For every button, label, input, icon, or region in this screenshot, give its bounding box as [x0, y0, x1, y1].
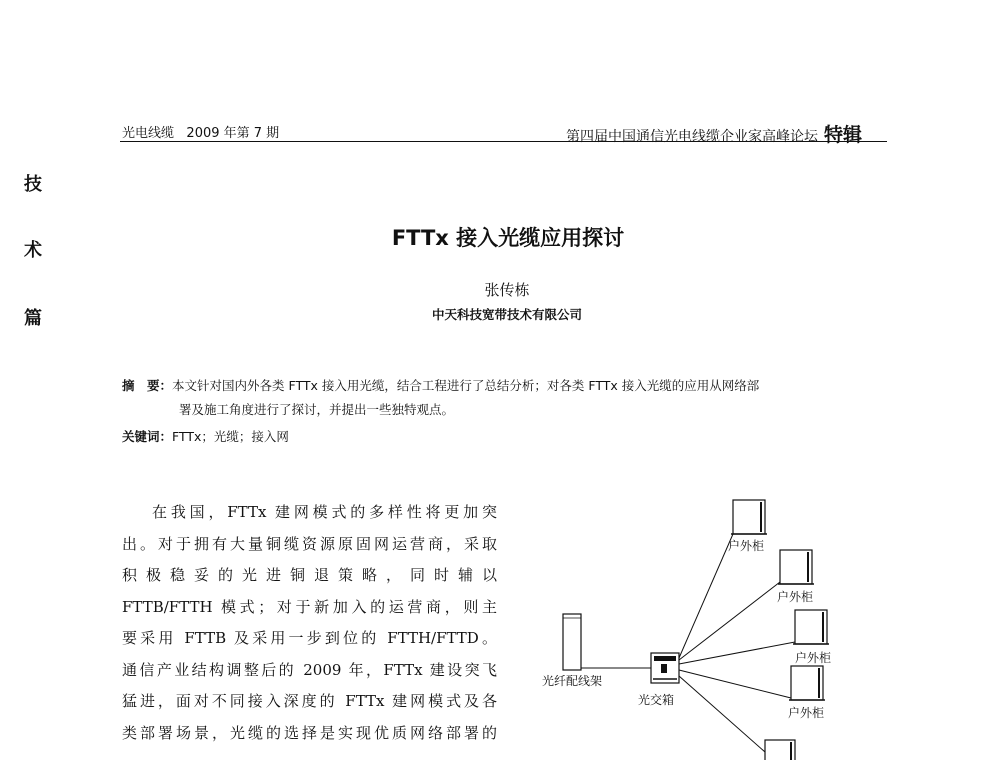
branch-cable — [679, 670, 791, 698]
abstract — [122, 374, 892, 422]
body-line: 通信产业结构调整后的 2009 年，FTTx 建设突飞 — [122, 660, 497, 679]
cabinet-label: 户外柜 — [777, 590, 814, 604]
body-line: 在我国，FTTx 建网模式的多样性将更加突 — [152, 503, 497, 521]
branch-cable — [679, 642, 795, 664]
forum-name: 第四届中国通信光电线缆企业家高峰论坛 — [566, 129, 818, 145]
outdoor-cabinet-icon — [793, 610, 829, 644]
cabinet-label: 户外柜 — [795, 651, 832, 665]
cross-connect-box-label: 光交箱 — [638, 693, 675, 707]
section-name: 特辑 — [824, 124, 863, 146]
outdoor-cabinet-icon — [789, 666, 825, 700]
abstract-line-2: 署及施工角度进行了探讨，并提出一些独特观点。 — [179, 402, 455, 417]
odf-rack-icon — [563, 614, 581, 670]
running-header-right — [566, 120, 862, 147]
keywords-text: FTTx；光缆；接入网 — [172, 429, 289, 444]
journal-name: 光电线缆 — [122, 126, 175, 141]
body-line: 猛进，面对不同接入深度的 FTTx 建网模式及各 — [122, 692, 497, 710]
side-label-char-1: 技 — [24, 174, 42, 195]
side-label-char-3: 篇 — [24, 308, 42, 329]
keywords-label: 关键词： — [122, 429, 173, 444]
side-label-char-2: 术 — [24, 240, 42, 261]
body-text — [122, 497, 497, 749]
abstract-line-1: 本文针对国内外各类 FTTx 接入用光缆，结合工程进行了总结分析；对各类 FTTx 接入光缆的应用从网络部 — [172, 378, 760, 393]
outdoor-cabinet-icon — [731, 500, 767, 534]
network-diagram — [525, 490, 845, 760]
body-line: 要采用 FTTB 及采用一步到位的 FTTH/FTTD。 — [122, 629, 497, 647]
abstract-label: 摘 要： — [122, 378, 173, 393]
paper-title: FTTx 接入光缆应用探讨 — [391, 226, 625, 250]
body-line: 类部署场景，光缆的选择是实现优质网络部署的 — [122, 723, 497, 742]
outdoor-cabinet-icon — [778, 550, 814, 584]
branch-cable — [679, 676, 765, 752]
outdoor-cabinet-icon — [765, 740, 795, 760]
cabinet-label: 户外柜 — [728, 539, 765, 553]
branch-cable — [679, 582, 780, 660]
cross-connect-box-icon — [651, 653, 679, 683]
odf-label: 光纤配线架 — [542, 674, 603, 688]
body-line: 出。对于拥有大量铜缆资源原固网运营商，采取 — [122, 534, 497, 553]
body-line: 积 极 稳 妥 的 光 进 铜 退 策 略 ， 同 时 辅 以 — [122, 566, 497, 584]
cabinet-label: 户外柜 — [788, 706, 825, 720]
author-name: 张传栋 — [484, 281, 530, 299]
running-header-left — [122, 122, 279, 141]
author-affiliation: 中天科技宽带技术有限公司 — [431, 307, 582, 322]
header-rule — [120, 141, 887, 142]
body-line: FTTB/FTTH 模式；对于新加入的运营商，则主 — [122, 597, 497, 616]
issue-number: 2009 年第 7 期 — [186, 126, 280, 141]
keywords — [122, 427, 289, 445]
